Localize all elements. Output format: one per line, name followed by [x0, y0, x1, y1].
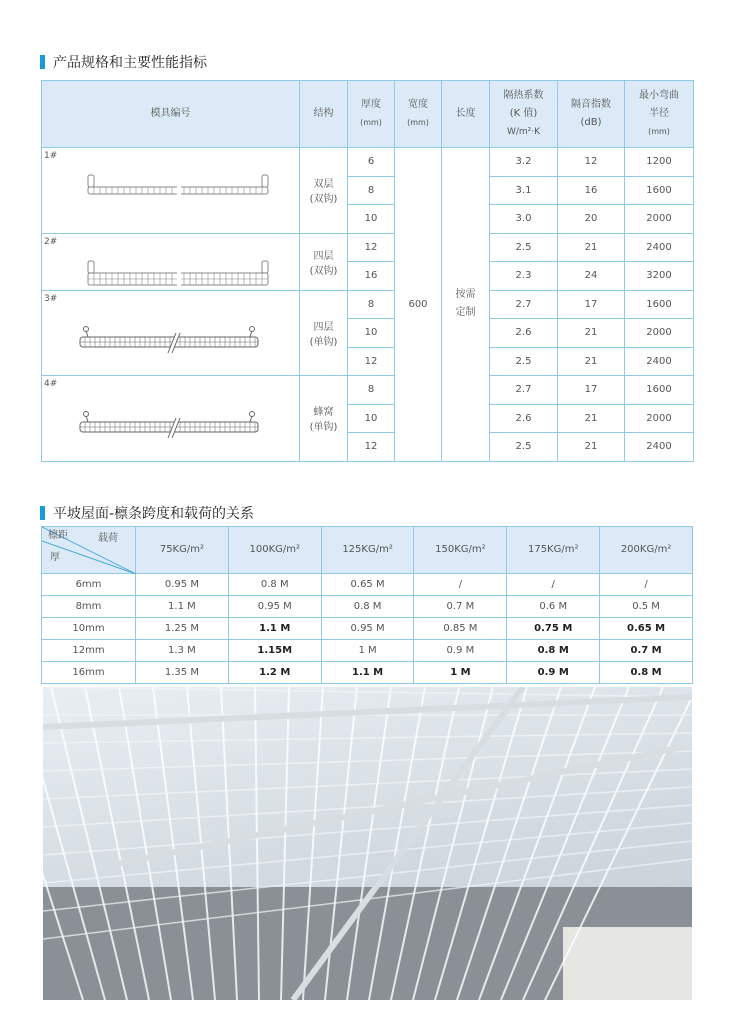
- header-length: 长度: [442, 81, 490, 148]
- value-cell: 1600: [625, 176, 694, 205]
- span-value-cell: 0.95 M: [321, 618, 414, 640]
- load-header: 100KG/m²: [228, 527, 321, 574]
- thickness-cell: 12: [348, 433, 395, 462]
- value-cell: 2000: [625, 205, 694, 234]
- header-width: 宽度 (mm): [395, 81, 442, 148]
- load-header: 75KG/m²: [136, 527, 229, 574]
- header-sound: 隔音指数 (dB): [558, 81, 625, 148]
- section-title-specs: [40, 52, 207, 72]
- span-value-cell: 0.9 M: [507, 662, 600, 684]
- span-value-cell: 0.8 M: [321, 596, 414, 618]
- model-cell: 1#: [42, 148, 300, 234]
- span-value-cell: /: [414, 574, 507, 596]
- header-model: 模具编号: [42, 81, 300, 148]
- model-cell: 2#: [42, 233, 300, 290]
- title-accent-bar: [40, 506, 45, 520]
- value-cell: 2.5: [490, 233, 558, 262]
- thickness-cell: 12mm: [42, 640, 136, 662]
- span-value-cell: 0.8 M: [600, 662, 693, 684]
- span-value-cell: 0.7 M: [600, 640, 693, 662]
- span-value-cell: 0.85 M: [414, 618, 507, 640]
- span-value-cell: 0.75 M: [507, 618, 600, 640]
- value-cell: 1600: [625, 290, 694, 319]
- value-cell: 2.5: [490, 433, 558, 462]
- header-radius: 最小弯曲 半径 (mm): [625, 81, 694, 148]
- span-value-cell: 0.95 M: [136, 574, 229, 596]
- value-cell: 21: [558, 233, 625, 262]
- value-cell: 2.3: [490, 262, 558, 291]
- value-cell: 3.2: [490, 148, 558, 177]
- header-thickness: 厚度 (mm): [348, 81, 395, 148]
- header-row: [42, 527, 693, 574]
- roof-purlin: [43, 769, 692, 799]
- thickness-cell: 10: [348, 319, 395, 348]
- span-value-cell: 1.15M: [228, 640, 321, 662]
- title-text: 产品规格和主要性能指标: [53, 55, 207, 71]
- profile-drawing-3: [72, 315, 272, 355]
- span-value-cell: /: [600, 574, 693, 596]
- span-value-cell: 1 M: [414, 662, 507, 684]
- value-cell: 21: [558, 319, 625, 348]
- thickness-cell: 16: [348, 262, 395, 291]
- span-value-cell: 0.5 M: [600, 596, 693, 618]
- thickness-cell: 8: [348, 176, 395, 205]
- span-row: [42, 662, 693, 684]
- width-cell: 600: [395, 148, 442, 462]
- thickness-cell: 16mm: [42, 662, 136, 684]
- value-cell: 3.1: [490, 176, 558, 205]
- load-header: 175KG/m²: [507, 527, 600, 574]
- span-value-cell: 1 M: [321, 640, 414, 662]
- value-cell: 17: [558, 290, 625, 319]
- title-accent-bar: [40, 55, 45, 69]
- span-value-cell: /: [507, 574, 600, 596]
- span-value-cell: 1.3 M: [136, 640, 229, 662]
- value-cell: 1600: [625, 376, 694, 405]
- model-cell: 4#: [42, 376, 300, 462]
- span-value-cell: 0.6 M: [507, 596, 600, 618]
- span-value-cell: 0.8 M: [507, 640, 600, 662]
- spec-row: [42, 233, 694, 262]
- corner-header: 檩距 载荷 厚: [42, 527, 136, 574]
- span-value-cell: 1.1 M: [321, 662, 414, 684]
- spec-row: [42, 376, 694, 405]
- thickness-cell: 12: [348, 347, 395, 376]
- value-cell: 3.0: [490, 205, 558, 234]
- thickness-cell: 6: [348, 148, 395, 177]
- header-structure: 结构: [300, 81, 348, 148]
- load-header: 200KG/m²: [600, 527, 693, 574]
- value-cell: 2400: [625, 233, 694, 262]
- span-row: [42, 596, 693, 618]
- value-cell: 2000: [625, 319, 694, 348]
- value-cell: 2000: [625, 404, 694, 433]
- span-value-cell: 0.65 M: [600, 618, 693, 640]
- span-value-cell: 0.7 M: [414, 596, 507, 618]
- section-title-span: [40, 503, 254, 523]
- load-header: 150KG/m²: [414, 527, 507, 574]
- span-value-cell: 1.35 M: [136, 662, 229, 684]
- span-value-cell: 1.25 M: [136, 618, 229, 640]
- value-cell: 21: [558, 347, 625, 376]
- value-cell: 2.6: [490, 404, 558, 433]
- span-value-cell: 0.95 M: [228, 596, 321, 618]
- thickness-cell: 8mm: [42, 596, 136, 618]
- spec-row: [42, 148, 694, 177]
- thickness-cell: 10mm: [42, 618, 136, 640]
- length-cell: 按需定制: [442, 148, 490, 462]
- structure-cell: 四层 (双钩): [300, 233, 348, 290]
- roof-purlin: [43, 787, 692, 827]
- spec-table: [41, 80, 694, 462]
- value-cell: 24: [558, 262, 625, 291]
- value-cell: 1200: [625, 148, 694, 177]
- header-row: [42, 81, 694, 148]
- span-value-cell: 0.9 M: [414, 640, 507, 662]
- title-text: 平坡屋面-檩条跨度和载荷的关系: [53, 506, 255, 522]
- value-cell: 20: [558, 205, 625, 234]
- value-cell: 2.7: [490, 290, 558, 319]
- thickness-cell: 10: [348, 404, 395, 433]
- roof-purlin: [43, 733, 692, 743]
- structure-cell: 双层 (双钩): [300, 148, 348, 234]
- value-cell: 17: [558, 376, 625, 405]
- thickness-cell: 6mm: [42, 574, 136, 596]
- value-cell: 12: [558, 148, 625, 177]
- structure-cell: 四层 (单钩): [300, 290, 348, 376]
- header-k: 隔热系数 (K 值) W/m²·K: [490, 81, 558, 148]
- value-cell: 2400: [625, 347, 694, 376]
- load-header: 125KG/m²: [321, 527, 414, 574]
- value-cell: 2.7: [490, 376, 558, 405]
- spec-row: [42, 290, 694, 319]
- profile-drawing-1: [72, 172, 272, 212]
- thickness-cell: 10: [348, 205, 395, 234]
- thickness-cell: 8: [348, 376, 395, 405]
- span-value-cell: 0.65 M: [321, 574, 414, 596]
- span-row: [42, 640, 693, 662]
- value-cell: 2.6: [490, 319, 558, 348]
- span-value-cell: 1.1 M: [136, 596, 229, 618]
- value-cell: 2400: [625, 433, 694, 462]
- value-cell: 2.5: [490, 347, 558, 376]
- model-cell: 3#: [42, 290, 300, 376]
- span-load-table: [41, 526, 693, 684]
- span-value-cell: 1.2 M: [228, 662, 321, 684]
- value-cell: 21: [558, 433, 625, 462]
- value-cell: 3200: [625, 262, 694, 291]
- value-cell: 21: [558, 404, 625, 433]
- profile-drawing-4: [72, 400, 272, 440]
- roof-structure-photo: [43, 687, 692, 1000]
- thickness-cell: 12: [348, 233, 395, 262]
- span-row: [42, 574, 693, 596]
- thickness-cell: 8: [348, 290, 395, 319]
- span-row: [42, 618, 693, 640]
- span-value-cell: 0.8 M: [228, 574, 321, 596]
- roof-purlin: [43, 823, 692, 883]
- value-cell: 16: [558, 176, 625, 205]
- distant-building: [563, 927, 692, 1000]
- structure-cell: 蜂窝 (单钩): [300, 376, 348, 462]
- span-value-cell: 1.1 M: [228, 618, 321, 640]
